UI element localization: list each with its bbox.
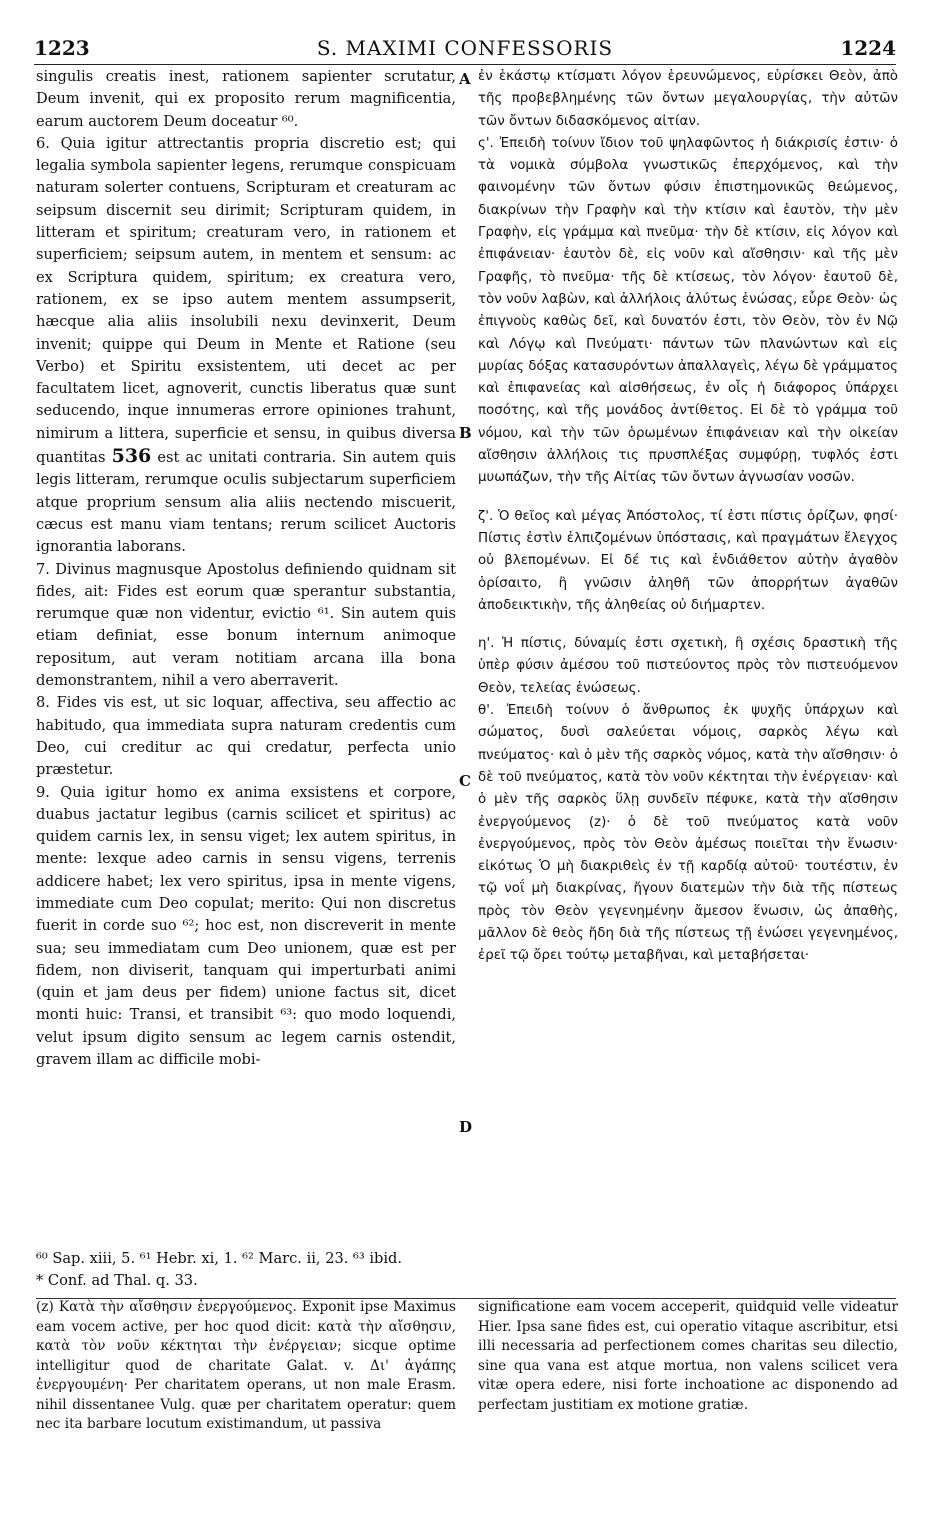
greek-paragraph-intro: ἐν ἑκάστῳ κτίσματι λόγον ἐρευνώμενος, εὑρίσκει Θεὸν, ἀπὸ τῆς προβεβλημένης τῶν ὄντων μεγαλουργίας, τὴν αὐτῶν τῶν ὄντων διδασκόμενος αἰτίαν. [478, 69, 898, 129]
margin-letter-d: D [459, 1118, 473, 1136]
greek-paragraph-9: θ'. Ἐπειδὴ τοίνυν ὁ ἄνθρωπος ἐκ ψυχῆς ὑπάρχων καὶ σώματος, δυσὶ σαλεύεται νόμοις, σαρκὸς λέγω καὶ πνεύματος· καὶ ὁ μὲν τῆς σαρκὸς νόμος, κατὰ τὴν αἴσθησιν· ὁ δὲ τοῦ πνεύματος, κατὰ τὸν νοῦν κέκτηται τὴν ἐνέργειαν· καὶ ὁ μὲν τῆς σαρκὸς ὕλῃ συνδεῖν πέφυκε, κατὰ τὴν αἴσθησιν ἐνεργούμενος (z)· ὁ δὲ τοῦ πνεύματος κατὰ νοῦν ἐνεργούμενος, πρὸς τὸν Θεὸν ἀμέσως ποιεῖται τὴν ἕνωσιν· εἰκότως Ὁ μὴ διακριθεὶς ἐν τῇ καρδίᾳ αὐτοῦ· τουτέστιν, ἐν τῷ νοΐ μὴ διακρίνας, ἤγουν διατεμὼν τὴν διὰ τῆς πίστεως πρὸς τὸν Θεὸν γεγενημένην ἄμεσον ἕνωσιν, ὡς ἀπαθὴς, μᾶλλον δὲ θεὸς ἤδη διὰ τῆς πίστεως τῇ ἑνώσει γεγενημένος, ἐρεῖ τῷ ὄρει τούτῳ μεταβῆναι, καὶ μεταβήσεται· [478, 703, 898, 964]
latin-column [36, 66, 456, 1071]
latin-paragraph-9: 9. Quia igitur homo ex anima exsistens et corpore, duabus jactatur legibus (carnis scilicet et spiritus) ac quidem carnis lex, in sensu viget; lex autem spiritus, in mente: lexque adeo carnis in sensu vigens, terrenis addicere habet; lex vero spiritus, ipsa in mente vigens, immediate cum Deo copulat; merito: Qui non discretus fuerit in corde suo ⁶²; hoc est, non discreverit in mente sua; seu immediatam cum Deo unionem, quæ est per fidem, non diviserit, tanquam qui imperturbati animi (quin et jam deus per fidem) unione factus sit, dicet monti huic: Transi, et transibit ⁶³: quo modo loquendi, velut ipsum digito sensum ac legem carnis ostendit, gravem illam ac difficile mobi- [36, 783, 456, 1069]
footnote-z-right: significatione eam vocem acceperit, quidquid velle videatur Hier. Ipsa sane fides est, cui operatio vitaque ascribitur, etsi illi necessaria ad perfectionem comes charitas seu dilectio, sine qua vana est atque mortua, non valens scilicet vera vitæ opera edere, nisi forte inchoatione ac disponendo ad perfectam justitiam ex motione gratiæ. [478, 1299, 898, 1413]
greek-column [478, 66, 898, 968]
greek-paragraph-6: ς'. Ἐπειδὴ τοίνυν ἴδιον τοῦ ψηλαφῶντος ἡ διάκρισίς ἐστιν· ὁ τὰ νομικὰ σύμβολα γνωστικῶς ἐπερχόμενος, καὶ τὴν φαινομένην τῶν ὄντων φύσιν ἐπιστημονικῶς θεώμενος, διακρίνων τὴν Γραφὴν καὶ τὴν κτίσιν καὶ ἑαυτὸν, τὴν μὲν Γραφὴν, εἰς γράμμα καὶ πνεῦμα· τὴν δὲ κτίσιν, εἰς λόγον καὶ ἐπιφάνειαν· ἑαυτὸν δὲ, εἰς νοῦν καὶ αἴσθησιν· καὶ τῆς μὲν Γραφῆς, τὸ πνεῦμα· τῆς δὲ κτίσεως, τὸν λόγον· ἑαυτοῦ δὲ, τὸν νοῦν λαβὼν, καὶ ἀλλήλοις ἀλύτως ἑνώσας, εὗρε Θεὸν· ὡς ἐπιγνοὺς καθὼς δεῖ, καὶ δυνατόν ἐστι, τὸν Θεὸν, τὸν ἐν Νῷ καὶ Λόγῳ καὶ Πνεύματι· πάντων τῶν πλανώντων καὶ εἰς μυρίας δόξας κατασυρόντων ἀπαλλαγεὶς, λέγω δὲ γράμματος καὶ ἐπιφανείας καὶ αἰσθήσεως, ἐν οἷς ἡ διάφορος ὑπάρχει ποσότης, καὶ τῆς μονάδος ἀντίθετος. Εἰ δὲ τὸ γράμμα τοῦ νόμου, καὶ τὴν τῶν ὁρωμένων ἐπιφάνειαν καὶ τὴν οἰκείαν αἴσθησιν ἀλλήλοις τις πρυσπλέξας συμφύρῃ, τυφλός ἐστι μυωπάζων, τὴν τῆς Αἰτίας τῶν ὄντων ἀγνωσίαν νοσῶν. [478, 135, 898, 486]
greek-paragraph-7: ζ'. Ὁ θεῖος καὶ μέγας Ἀπόστολος, τί ἐστι πίστις ὁρίζων, φησί· Πίστις ἐστὶν ἐλπιζομένων ὑπόστασις, καὶ πραγμάτων ἔλεγχος οὐ βλεπομένων. Εἰ δέ τις καὶ ἐνδιάθετον αὐτὴν ἀγαθὸν ὁρίσαιτο, ἢ γνῶσιν ἀληθῆ τῶν ἀπορρήτων ἀγαθῶν ἀποδεικτικὴν, τῆς ἀληθείας οὐ διήμαρτεν. [478, 508, 898, 613]
latin-paragraph-8: 8. Fides vis est, ut sic loquar, affectiva, seu affectio ac habitudo, qua immediata supra naturam credentis cum Deo, cui creditur ac qui credatur, perfecta unio præstetur. [36, 694, 456, 779]
footnote-z-left: (z) Κατὰ τὴν αἴσθησιν ἐνεργούμενος. Exponit ipse Maximus eam vocem active, per hoc quod dicit: κατὰ τὴν αἴσθησιν, κατὰ τὸν νοῦν κέκτηται τὴν ἐνέργειαν; sicque optime intelligitur quod de charitate Galat. v. Δι' ἀγάπης ἐνεργουμένη· Per charitatem operans, ut non male Erasm. nihil dissentanee Vulg. quæ per charitatem operatur: quem nec ita barbare locutum existimandum, ut passiva [36, 1299, 456, 1432]
margin-letter-a: A [459, 70, 471, 88]
greek-paragraph-8: η'. Ἡ πίστις, δύναμίς ἐστι σχετικὴ, ἢ σχέσις δραστικὴ τῆς ὑπὲρ φύσιν ἀμέσου τοῦ πιστεύοντος πρὸς τὸν πιστευόμενον Θεὸν, τελείας ἑνώσεως. [478, 636, 898, 696]
page-number-right: 1224 [840, 36, 896, 60]
margin-letter-c: C [459, 772, 471, 790]
latin-paragraph-7: 7. Divinus magnusque Apostolus definiendo quidnam sit fides, ait: Fides est eorum quæ sperantur substantia, rerumque quæ non videntur, evictio ⁶¹. Sin autem quis etiam definiat, esse bonum internum animoque repositum, aut veram notitiam arcana illa bona demonstrantem, nihil a vero aberraverit. [36, 560, 456, 690]
scripture-references: ⁶⁰ Sap. xiii, 5. ⁶¹ Hebr. xi, 1. ⁶² Marc. ii, 23. ⁶³ ibid. [36, 1250, 403, 1267]
column-number-marker: 536 [111, 445, 152, 468]
running-title: S. MAXIMI CONFESSORIS [316, 36, 614, 60]
conference-note: * Conf. ad Thal. q. 33. [36, 1272, 198, 1289]
running-header [34, 34, 896, 65]
latin-paragraph-6: 6. Quia igitur attrectantis propria discretio est; qui legalia symbola sapienter legens, rerumque conspicuam naturam solerter contuens, Scripturam et creaturam ac seipsum discernit seu dirimit; Scripturam quidem, in litteram et spiritum; creaturam vero, in rationem et superficiem; seipsum autem, in mentem et sensum: ac ex Scriptura quidem, spiritum; ex creatura vero, rationem, ex se ipso autem mentem assumpserit, hæcque alia aliis insolubili nexu devinxerit, Deum invenit; quippe qui Deum in Mente et Ratione (seu Verbo) et Spiritu exsistentem, uti decet ac per facultatem licet, agnoverit, cunctis liberatus quæ sunt seducendo, inque innumeras errore opiniones trahunt, nimirum a littera, superficie et sensu, in quibus diversa quantitas 536 est ac unitati contraria. Sin autem quis legis litteram, rerumque oculis subjectarum superficiem atque proprium sensum alia aliis nectendo miscuerit, cæcus est manu viam tentans; rerum scilicet Auctoris ignorantia laborans. [36, 134, 457, 556]
page-number-left: 1223 [34, 36, 90, 60]
margin-letter-b: B [459, 424, 472, 442]
latin-paragraph-intro: singulis creatis inest, rationem sapienter scrutatur, Deum invenit, qui ex proposito rerum magnificentia, earum auctorem Deum doceatur ⁶⁰. [36, 68, 456, 130]
